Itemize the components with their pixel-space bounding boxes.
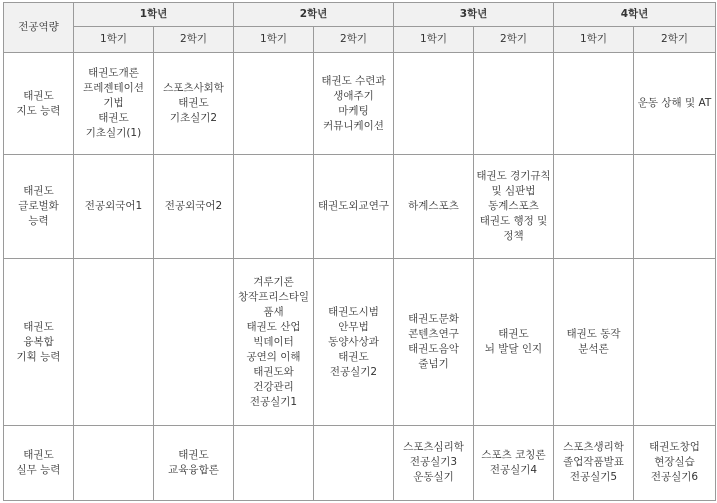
course-cell — [394, 425, 474, 500]
course-name: 태권도 — [98, 112, 129, 125]
course-cell — [234, 155, 314, 259]
header-semester-6: 2학기 — [474, 27, 554, 53]
course-name: 태권도외교연구 — [317, 200, 389, 213]
course-name: 태권도 수련과 — [321, 74, 386, 87]
course-name: 전공실기2 — [329, 365, 378, 378]
course-cell — [234, 53, 314, 155]
course-cell — [314, 53, 394, 155]
course-cell — [314, 155, 394, 259]
table-row — [4, 425, 716, 500]
competency-label — [4, 53, 74, 155]
competency-label — [4, 259, 74, 425]
header-semester-1: 1학기 — [74, 27, 154, 53]
course-name: 생애주기 — [333, 89, 374, 102]
course-cell — [314, 425, 394, 500]
course-cell — [234, 425, 314, 500]
course-name: 태권도 — [498, 328, 529, 341]
header-semester-7: 1학기 — [554, 27, 634, 53]
header-year-3: 3학년 — [394, 3, 554, 27]
competency-line: 능력 — [28, 215, 49, 228]
course-name: 태권도 행정 및 — [479, 215, 548, 228]
course-name: 태권도음악 — [408, 343, 459, 356]
course-cell — [394, 53, 474, 155]
course-name: 태권도 — [178, 97, 209, 110]
header-semester-8: 2학기 — [634, 27, 716, 53]
course-cell — [634, 425, 716, 500]
course-cell — [154, 53, 234, 155]
course-name: 교육융합론 — [168, 463, 219, 476]
course-cell — [554, 259, 634, 425]
course-cell — [74, 259, 154, 425]
course-name: 운동 상해 및 AT — [637, 97, 712, 110]
course-name: 분석론 — [578, 343, 609, 356]
competency-line: 지도 능력 — [16, 104, 61, 117]
course-cell — [154, 425, 234, 500]
table-row — [4, 155, 716, 259]
competency-line: 융복합 — [23, 335, 54, 348]
course-name: 태권도와 — [253, 365, 294, 378]
course-name: 프레젠테이션 — [83, 82, 144, 95]
competency-line: 기획 능력 — [16, 350, 61, 363]
course-name: 커뮤니케이션 — [323, 119, 384, 132]
course-cell — [394, 155, 474, 259]
header-semester-3: 1학기 — [234, 27, 314, 53]
course-name: 창작프리스타일 — [237, 290, 309, 303]
course-cell — [474, 425, 554, 500]
course-name: 콘텐츠연구 — [408, 328, 459, 341]
course-name: 스포츠심리학 — [403, 441, 464, 454]
course-cell — [474, 259, 554, 425]
course-name: 전공실기5 — [569, 471, 618, 484]
course-name: 운동실기 — [413, 471, 454, 484]
course-name: 전공실기3 — [409, 456, 458, 469]
course-cell — [394, 259, 474, 425]
course-cell — [74, 155, 154, 259]
course-name: 품새 — [263, 305, 284, 318]
competency-line: 태권도 — [23, 89, 54, 102]
course-cell — [634, 155, 716, 259]
competency-line: 글로벌화 — [18, 200, 59, 213]
course-name: 졸업작품발표 — [563, 456, 624, 469]
course-name: 스포츠사회학 — [163, 82, 224, 95]
course-cell — [634, 259, 716, 425]
table-row — [4, 53, 716, 155]
course-name: 스포츠 코칭론 — [481, 448, 546, 461]
course-cell — [154, 155, 234, 259]
course-name: 전공실기6 — [650, 471, 699, 484]
course-name: 안무법 — [338, 320, 369, 333]
table-row — [4, 259, 716, 425]
course-cell — [554, 53, 634, 155]
course-name: 동계스포츠 — [488, 200, 539, 213]
course-name: 전공실기4 — [489, 463, 538, 476]
course-cell — [314, 259, 394, 425]
course-cell — [474, 155, 554, 259]
course-name: 겨루기론 — [253, 275, 294, 288]
course-cell — [234, 259, 314, 425]
course-name: 기법 — [103, 97, 124, 110]
course-name: 하계스포츠 — [408, 200, 459, 213]
course-name: 동양사상과 — [328, 335, 379, 348]
course-cell — [634, 53, 716, 155]
course-name: 공연의 이해 — [246, 350, 301, 363]
course-name: 마케팅 — [338, 104, 369, 117]
course-name: 전공외국어1 — [84, 200, 143, 213]
course-name: 전공실기1 — [249, 395, 298, 408]
course-name: 태권도 동작 — [566, 328, 621, 341]
curriculum-table — [3, 2, 716, 501]
course-name: 뇌 발달 인지 — [484, 343, 543, 356]
course-name: 태권도시범 — [328, 305, 379, 318]
course-cell — [474, 53, 554, 155]
course-name: 건강관리 — [253, 380, 294, 393]
header-semester-5: 1학기 — [394, 27, 474, 53]
header-year-2: 2학년 — [234, 3, 394, 27]
course-name: 태권도창업 — [649, 441, 700, 454]
course-name: 스포츠생리학 — [563, 441, 624, 454]
header-semester-4: 2학기 — [314, 27, 394, 53]
course-name: 현장실습 — [654, 456, 695, 469]
header-competency: 전공역량 — [4, 3, 74, 53]
course-name: 및 심판법 — [491, 185, 536, 198]
header-semester-2: 2학기 — [154, 27, 234, 53]
course-name: 빅데이터 — [253, 335, 294, 348]
course-cell — [554, 425, 634, 500]
course-name: 태권도 — [338, 350, 369, 363]
course-cell — [154, 259, 234, 425]
course-name: 태권도 산업 — [246, 320, 301, 333]
course-name: 줄넘기 — [418, 358, 449, 371]
competency-line: 실무 능력 — [16, 463, 61, 476]
course-cell — [74, 53, 154, 155]
competency-line: 태권도 — [23, 448, 54, 461]
course-name: 기초실기(1) — [85, 127, 142, 140]
course-cell — [74, 425, 154, 500]
competency-line: 태권도 — [23, 320, 54, 333]
course-name: 태권도개론 — [88, 67, 139, 80]
course-name: 태권도 — [178, 448, 209, 461]
course-name: 태권도 경기규칙 — [476, 170, 551, 183]
competency-label — [4, 425, 74, 500]
competency-line: 태권도 — [23, 185, 54, 198]
course-name: 정책 — [503, 230, 524, 243]
competency-label — [4, 155, 74, 259]
header-year-1: 1학년 — [74, 3, 234, 27]
header-year-4: 4학년 — [554, 3, 716, 27]
course-name: 기초실기2 — [169, 112, 218, 125]
course-cell — [554, 155, 634, 259]
course-name: 태권도문화 — [408, 313, 459, 326]
course-name: 전공외국어2 — [164, 200, 223, 213]
